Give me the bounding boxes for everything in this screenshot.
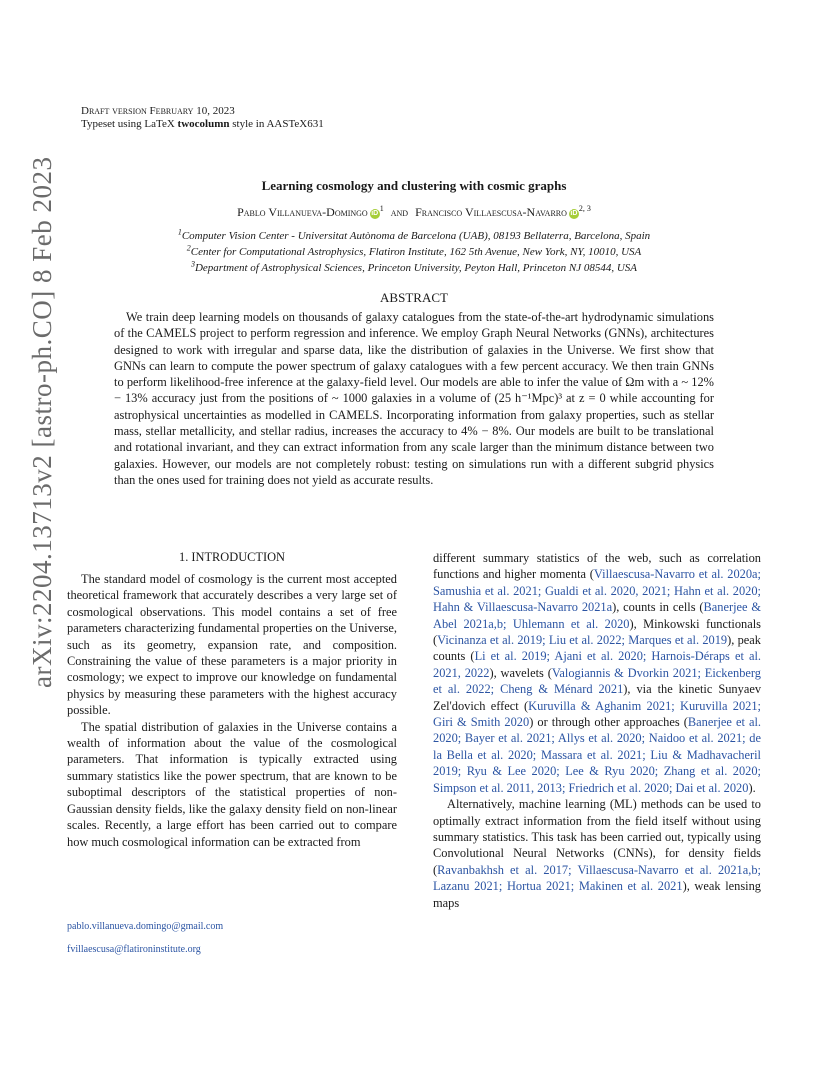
orcid-icon[interactable]: iD <box>570 210 578 217</box>
abstract-paragraph: We train deep learning models on thousands of galaxy catalogues from the state-of-the-art hydrodynamic simulations of the CAMELS project to perform regression and inference. We employ Graph Neural Networks (GNNs), architectures designed to work with irregular and sparse data, like the distribution of galaxies in the Universe. We first show that GNNs can learn to compute the power spectrum of galaxy catalogues with a few percent accuracy. We then train GNNs to perform likelihood-free inference at the galaxy-field level. Our models are able to infer the value of Ωm with a ~ 12% − 13% accuracy just from the positions of ~ 1000 galaxies in a volume of (25 h⁻¹Mpc)³ at z = 0 while accounting for astrophysical uncertainties as modelled in CAMELS. Incorporating information from galaxy properties, such as stellar mass, stellar metallicity, and stellar radius, increases the accuracy to 4% − 8%. Our models are built to be translational and rotational invariant, and they can extract information from any scale larger than the minimum distance between two galaxies. However, our models are not completely robust: testing on simulations run with a different subgrid physics than the ones used for training does not yield as accurate results. <box>114 310 714 487</box>
right-column <box>433 550 761 911</box>
abstract-heading: ABSTRACT <box>380 290 448 305</box>
typeset-line: Typeset using LaTeX twocolumn style in AASTeX631 <box>81 118 324 130</box>
intro-paragraph-2: The spatial distribution of galaxies in the Universe contains a wealth of information about the value of the cosmological parameters. That information is typically extracted using summary statistics like the power spectrum, that are known to be suboptimal descriptors of the statistical properties of non-Gaussian density fields, like the galaxy density field on non-linear scales. Recently, a large effort has been carried out to compare how much cosmological information can be extracted from <box>67 719 397 849</box>
email-author-2[interactable]: fvillaescusa@flatironinstitute.org <box>67 944 201 955</box>
author-1[interactable]: Pablo Villanueva-Domingo <box>237 205 368 219</box>
paper-title: Learning cosmology and clustering with cosmic graphs <box>261 178 567 193</box>
affiliation-3: $^3$Department of Astrophysical Sciences, Princeton University, Peyton Hall, Princeton NJ 08544, USA <box>190 259 638 274</box>
citation-links[interactable]: Ravanbakhsh et al. 2017; Villaescusa-Navarro et al. 2021a,b; Lazanu 2021; Hortua 2021; Makinen et al. 2021 <box>433 862 761 894</box>
citation-links[interactable]: Banerjee & Abel 2021a,b; Uhlemann et al. 2020 <box>433 600 761 631</box>
citation-links[interactable]: Valogiannis & Dvorkin 2021; Eickenberg et al. 2022; Cheng & Ménard 2021 <box>433 665 761 697</box>
author-2[interactable]: Francisco Villaescusa-Navarro <box>415 205 567 219</box>
citation-links[interactable]: Villaescusa-Navarro et al. 2020a; Samushia et al. 2021; Gualdi et al. 2020, 2021; Hahn et al. 2020; Hahn & Villaescusa-Navarro 2021a <box>433 567 761 615</box>
citation-links[interactable]: Li et al. 2019; Ajani et al. 2020; Harnois-Déraps et al. 2021, 2022 <box>433 649 762 680</box>
section-heading-introduction: 1. INTRODUCTION <box>179 550 285 564</box>
arxiv-identifier[interactable]: arXiv:2204.13713v2 [astro-ph.CO] 8 Feb 2023 <box>27 156 57 688</box>
orcid-icon[interactable]: iD <box>371 210 379 217</box>
citation-links[interactable]: Vicinanza et al. 2019; Liu et al. 2022; Marques et al. 2019 <box>437 633 728 648</box>
affiliation-2: $^2$Center for Computational Astrophysics, Flatiron Institute, 162 5th Avenue, New York, NY, 10010, USA <box>186 243 642 258</box>
author-line: Pablo Villanueva-Domingo $iD^1$ and Francisco Villaescusa-Navarro iD$^{2, 3}$ <box>237 204 591 219</box>
citation-links[interactable]: Kuruvilla & Aghanim 2021; Kuruvilla 2021; Giri & Smith 2020 <box>433 698 761 730</box>
intro-paragraph-4: Alternatively, machine learning (ML) methods can be used to optimally extract information from the field itself without using summary statistics. This task has been carried out, typically using Convolutional Neural Networks (CNNs), for density fields (Ravanbakhsh et al. 2017; Villaescusa-Navarro et al. 2021a,b; Lazanu 2021; Hortua 2021; Makinen et al. 2021), weak lensing maps <box>433 797 761 910</box>
intro-paragraph-3: different summary statistics of the web, such as correlation functions and higher momenta (Villaescusa-Navarro et al. 2020a; Samushia et al. 2021; Gualdi et al. 2020, 2021; Hahn et al. 2020; Hahn & Villaescusa-Navarro 2021a), counts in cells (Banerjee & Abel 2021a,b; Uhlemann et al. 2020), Minkowski functionals (Vicinanza et al. 2019; Liu et al. 2022; Marques et al. 2019), peak counts (Li et al. 2019; Ajani et al. 2020; Harnois-Déraps et al. 2021, 2022), wavelets (Valogiannis & Dvorkin 2021; Eickenberg et al. 2022; Cheng & Ménard 2021), via the kinetic Sunyaev Zel'dovich effect (Kuruvilla & Aghanim 2021; Kuruvilla 2021; Giri & Smith 2020) or through other approaches (Banerjee et al. 2020; Bayer et al. 2021; Allys et al. 2020; Naidoo et al. 2021; de la Bella et al. 2020; Massara et al. 2021; Liu & Madhavacheril 2019; Ryu & Lee 2020; Lee & Ryu 2020; Zhang et al. 2020; Simpson et al. 2011, 2013; Friedrich et al. 2020; Dai et al. 2020). <box>433 551 762 795</box>
intro-paragraph-1: The standard model of cosmology is the current most accepted theoretical framework that accurately describes a very large set of cosmological observations. This model contains a set of free parameters characterizing fundamental properties on the Universe, such as its geometry, expansion rate, and composition. Constraining the value of these parameters is a major priority in cosmology; we expect to improve our knowledge on fundamental physics by measuring these parameters with the highest accuracy possible. <box>67 572 397 718</box>
draft-version: Draft version February 10, 2023 <box>81 105 235 117</box>
latex-logo: LaTeX <box>144 118 175 130</box>
abstract-body <box>114 309 714 488</box>
affiliation-1: $^1$Computer Vision Center - Universitat Autònoma de Barcelona (UAB), 08193 Bellaterra, Barcelona, Spain <box>177 227 651 242</box>
email-author-1[interactable]: pablo.villanueva.domingo@gmail.com <box>67 921 224 932</box>
left-column <box>67 571 397 850</box>
citation-links[interactable]: Banerjee et al. 2020; Bayer et al. 2021; Allys et al. 2020; Naidoo et al. 2021; de la Bella et al. 2020; Massara et al. 2021; Liu & Madhavacheril 2019; Ryu & Lee 2020; Lee & Ryu 2020; Zhang et al. 2020; Simpson et al. 2011, 2013; Friedrich et al. 2020; Dai et al. 2020 <box>433 715 762 795</box>
